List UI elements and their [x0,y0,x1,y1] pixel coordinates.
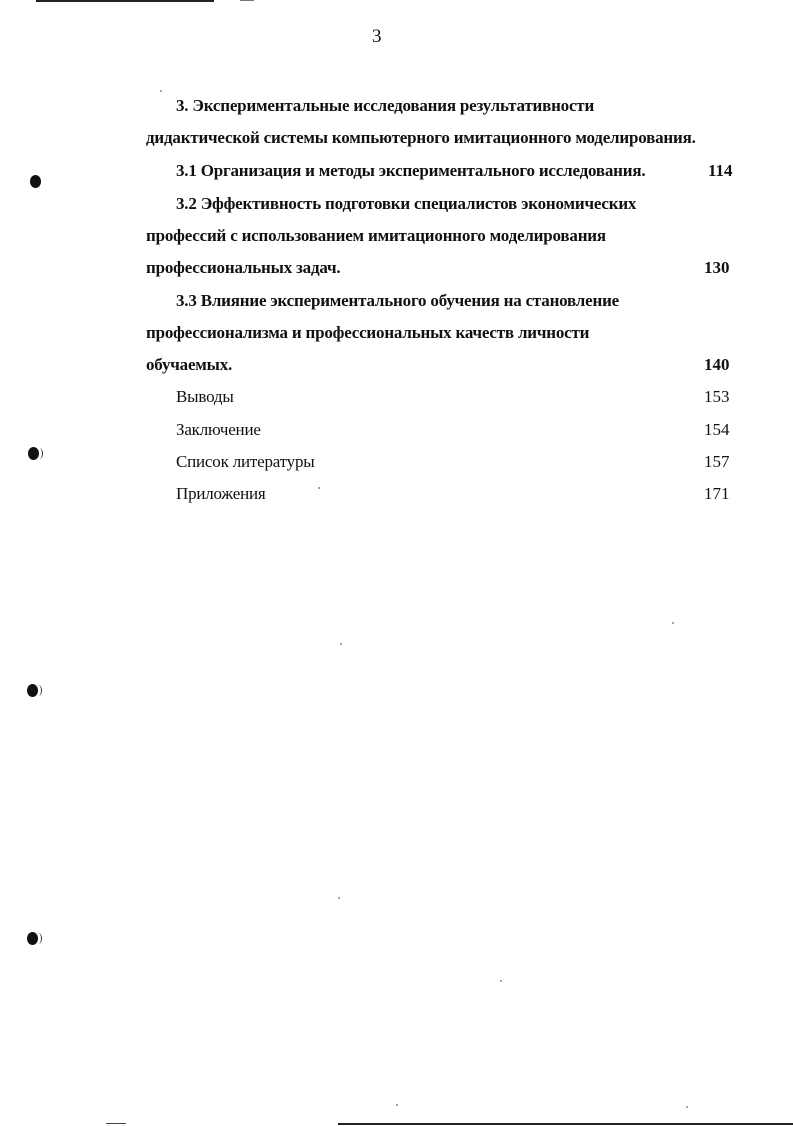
toc-section-3-1-title: 3.1 Организация и методы экспериментального исследования. [176,161,646,180]
bottom-edge-mark [106,1123,126,1124]
toc-conclusions-page: 153 [704,387,730,406]
toc-section-3-2-line3: профессиональных задач. [146,258,341,277]
toc-references-label: Список литературы [176,452,315,471]
punch-hole-mark [27,932,38,945]
top-edge-mark [240,0,254,1]
top-edge-rule [36,0,214,2]
toc-section-3-3-line1: 3.3 Влияние экспериментального обучения на становление [176,291,620,310]
toc-section-3-3-line2: профессионализма и профессиональных качеств личности [146,323,590,342]
toc-chapter3-line1: 3. Экспериментальные исследования результативности [176,96,595,115]
bottom-edge-rule [338,1123,793,1125]
toc-references-page: 157 [704,452,730,471]
scan-speck [160,90,162,92]
scan-speck [672,622,674,624]
toc-summary-page: 154 [704,420,730,439]
toc-conclusions-label: Выводы [176,387,234,406]
toc-section-3-3-line3: обучаемых. [146,355,233,374]
scan-speck [686,1106,688,1108]
punch-hole-mark [27,684,38,697]
toc-section-3-2-line2: профессий с использованием имитационного моделирования [146,226,606,245]
toc-section-3-2-page: 130 [704,258,730,277]
toc-section-3-3-page: 140 [704,355,730,374]
page-number: 3 [372,26,382,47]
scan-speck [500,980,502,982]
scan-speck [338,897,340,899]
toc-appendices-page: 171 [704,484,730,503]
toc-chapter3-line2: дидактической системы компьютерного имитационного моделирования. [146,128,696,147]
toc-section-3-2-line1: 3.2 Эффективность подготовки специалистов экономических [176,194,637,213]
toc-summary-label: Заключение [176,420,261,439]
scan-speck [318,487,320,489]
punch-hole-mark [28,447,39,460]
scan-speck [340,643,342,645]
scan-speck [396,1104,398,1106]
toc-section-3-1-page: 114 [708,161,733,180]
punch-hole-mark [30,175,41,188]
toc-appendices-label: Приложения [176,484,266,503]
